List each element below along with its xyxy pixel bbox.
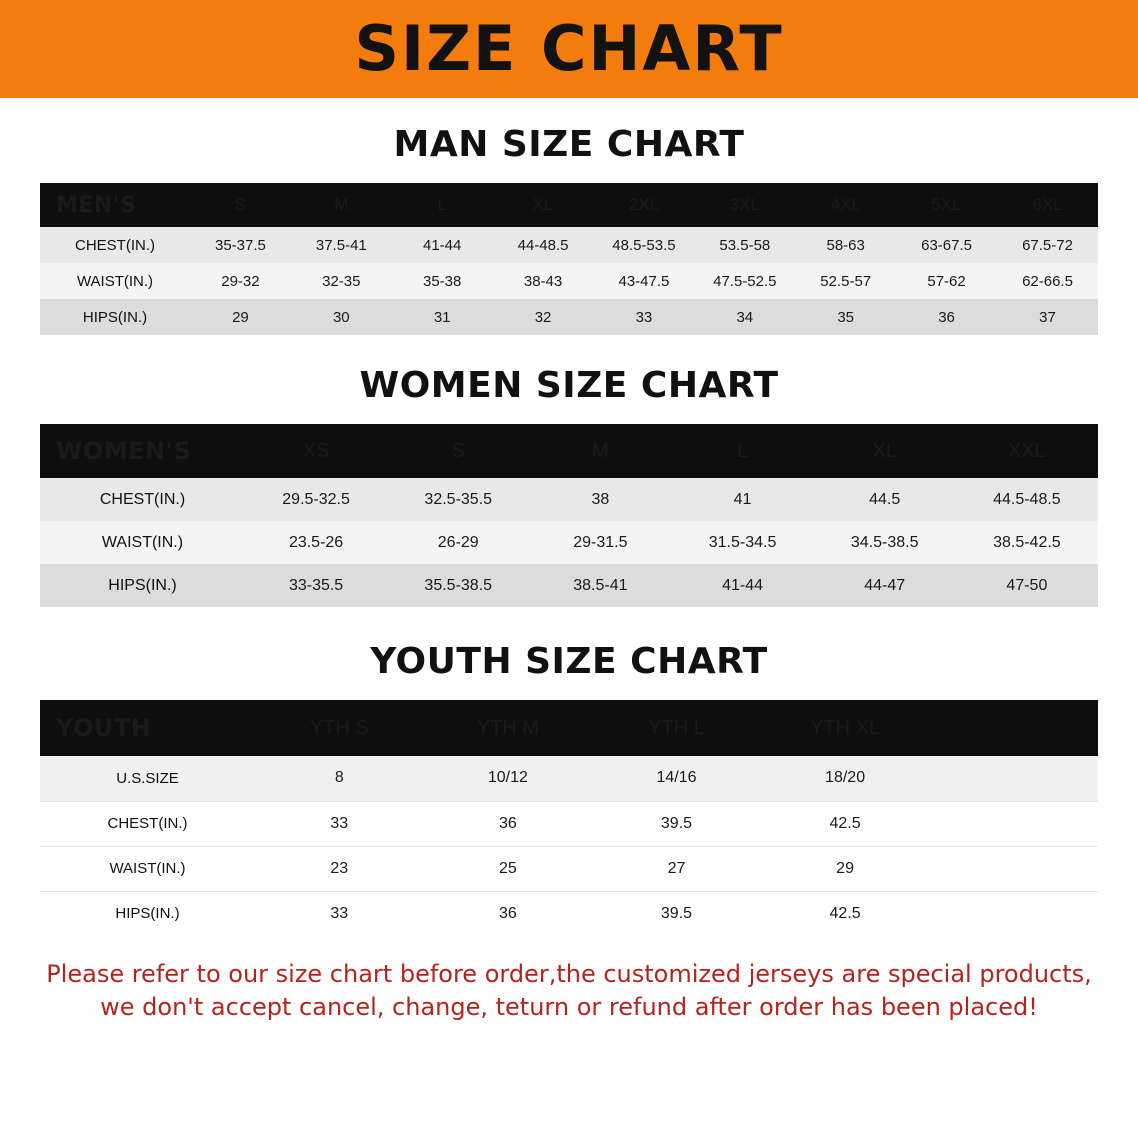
women-row-0-cell-0: 29.5-32.5 — [282, 490, 350, 508]
youth-table-wrap — [0, 700, 1138, 936]
man-row-2-label: HIPS(IN.) — [82, 308, 148, 326]
women-row-2-cell-1: 35.5-38.5 — [424, 576, 493, 594]
man-row-1-cell-6: 52.5-57 — [820, 272, 872, 290]
youth-header-spacer — [929, 700, 1098, 756]
man-row-2-cell-4: 33 — [635, 308, 653, 326]
man-row-2-cell-8: 37 — [1039, 308, 1056, 326]
women-size-header-0: XS — [302, 439, 330, 462]
man-table-wrap — [0, 183, 1138, 335]
women-section-heading: WOMEN SIZE CHART — [359, 365, 779, 406]
youth-row-2-spacer — [929, 846, 1098, 891]
man-row-1-label: WAIST(IN.) — [76, 272, 154, 290]
man-row-2-cell-2: 31 — [433, 308, 451, 326]
disclaimer-line-2: we don't accept cancel, change, teturn or refund after order has been placed! — [100, 993, 1038, 1022]
women-row-1-cell-3: 31.5-34.5 — [708, 533, 777, 551]
man-size-table — [40, 183, 1098, 335]
page-title: SIZE CHART — [354, 12, 784, 85]
women-row-0-cell-2: 38 — [591, 490, 610, 508]
youth-table-header-row — [40, 700, 1098, 756]
women-row-1-cell-5: 38.5-42.5 — [993, 533, 1061, 551]
youth-row-2-cell-0: 23 — [255, 846, 424, 891]
youth-row-2-label: WAIST(IN.) — [40, 846, 255, 891]
man-row-0-cell-7: 63-67.5 — [921, 236, 972, 254]
women-row-1-cell-2: 29-31.5 — [573, 533, 628, 551]
man-size-header-5: 3XL — [729, 195, 760, 214]
table-row — [40, 263, 1098, 299]
women-row-0-cell-5: 44.5-48.5 — [993, 490, 1061, 508]
youth-size-header-3: YTH XL — [810, 716, 881, 739]
youth-row-1-cell-3: 42.5 — [761, 801, 930, 846]
man-row-0-cell-1: 37.5-41 — [315, 236, 367, 254]
youth-row-3-cell-3: 42.5 — [761, 891, 930, 936]
youth-row-0-cell-0: 8 — [255, 756, 424, 801]
youth-row-3-label: HIPS(IN.) — [40, 891, 255, 936]
man-row-2-cell-1: 30 — [332, 308, 350, 326]
youth-row-1-spacer — [929, 801, 1098, 846]
man-size-header-4: 2XL — [628, 195, 660, 214]
disclaimer-note — [34, 958, 1104, 1024]
women-size-table — [40, 424, 1098, 607]
women-size-header-2: M — [592, 439, 609, 462]
man-row-2-cell-6: 35 — [837, 308, 855, 326]
man-row-0-label: CHEST(IN.) — [75, 236, 155, 254]
youth-row-2-cell-3: 29 — [761, 846, 930, 891]
man-row-1-cell-4: 43-47.5 — [618, 272, 670, 290]
youth-row-3-spacer — [929, 891, 1098, 936]
man-row-0-cell-6: 58-63 — [826, 236, 865, 254]
man-row-0-cell-2: 41-44 — [423, 236, 462, 254]
man-row-0-cell-4: 48.5-53.5 — [612, 236, 676, 254]
man-size-header-3: XL — [532, 195, 554, 214]
youth-row-3-cell-2: 39.5 — [592, 891, 761, 936]
women-row-0-label: CHEST(IN.) — [99, 490, 186, 508]
women-row-1-cell-1: 26-29 — [437, 533, 479, 551]
women-size-header-4: XL — [872, 439, 897, 462]
women-header-label: WOMEN'S — [56, 437, 192, 465]
man-size-header-6: 4XL — [830, 195, 861, 214]
man-row-2-cell-3: 32 — [534, 308, 552, 326]
table-row — [40, 756, 1098, 801]
youth-section-heading: YOUTH SIZE CHART — [370, 641, 768, 682]
man-row-1-cell-1: 32-35 — [322, 272, 361, 290]
man-section-heading: MAN SIZE CHART — [393, 124, 745, 165]
women-size-header-3: L — [736, 439, 749, 462]
disclaimer-line-1: Please refer to our size chart before order,the customized jerseys are special products, — [46, 960, 1092, 988]
women-row-2-label: HIPS(IN.) — [108, 576, 177, 594]
man-size-header-2: L — [437, 195, 447, 214]
table-row — [40, 891, 1098, 936]
youth-header-label: YOUTH — [56, 714, 152, 742]
women-row-2-cell-5: 47-50 — [1006, 576, 1048, 594]
youth-row-3-cell-1: 36 — [424, 891, 593, 936]
youth-row-0-label: U.S.SIZE — [40, 756, 255, 801]
table-row — [40, 846, 1098, 891]
man-size-header-0: S — [234, 195, 247, 214]
youth-row-0-cell-3: 18/20 — [761, 756, 930, 801]
women-size-header-1: S — [451, 439, 465, 462]
youth-row-0-cell-2: 14/16 — [592, 756, 761, 801]
youth-size-header-0: YTH S — [309, 716, 369, 739]
man-row-2-cell-5: 34 — [736, 308, 754, 326]
women-size-header-5: XXL — [1007, 439, 1046, 462]
youth-size-header-1: YTH M — [476, 716, 539, 739]
youth-row-0-spacer — [929, 756, 1098, 801]
youth-size-header-2: YTH L — [648, 716, 705, 739]
table-row — [40, 299, 1098, 335]
women-row-1-cell-0: 23.5-26 — [288, 533, 344, 551]
header-banner — [0, 0, 1138, 98]
women-row-2-cell-2: 38.5-41 — [573, 576, 628, 594]
man-row-1-cell-5: 47.5-52.5 — [713, 272, 777, 290]
youth-row-1-cell-1: 36 — [424, 801, 593, 846]
youth-row-1-cell-2: 39.5 — [592, 801, 761, 846]
man-row-1-cell-8: 62-66.5 — [1022, 272, 1073, 290]
women-row-0-cell-4: 44.5 — [869, 490, 901, 508]
man-row-0-cell-3: 44-48.5 — [517, 236, 569, 254]
man-size-header-7: 5XL — [931, 195, 962, 214]
man-row-1-cell-2: 35-38 — [423, 272, 462, 290]
table-row — [40, 521, 1098, 564]
youth-size-table — [40, 700, 1098, 936]
man-row-0-cell-8: 67.5-72 — [1022, 236, 1073, 254]
man-row-2-cell-7: 36 — [938, 308, 955, 326]
women-table-header-row — [40, 424, 1098, 478]
man-row-1-cell-3: 38-43 — [523, 272, 563, 290]
youth-row-2-cell-2: 27 — [592, 846, 761, 891]
man-row-2-cell-0: 29 — [232, 308, 249, 326]
table-row — [40, 227, 1098, 263]
man-table-header-row — [40, 183, 1098, 227]
women-row-1-cell-4: 34.5-38.5 — [850, 533, 919, 551]
youth-row-2-cell-1: 25 — [424, 846, 593, 891]
man-row-1-cell-0: 29-32 — [221, 272, 260, 290]
table-row — [40, 801, 1098, 846]
youth-row-1-label: CHEST(IN.) — [40, 801, 255, 846]
man-size-header-1: M — [334, 195, 349, 214]
man-size-header-8: 6XL — [1032, 195, 1063, 214]
women-row-0-cell-3: 41 — [733, 490, 752, 508]
youth-row-1-cell-0: 33 — [255, 801, 424, 846]
man-row-0-cell-0: 35-37.5 — [215, 236, 266, 254]
women-row-0-cell-1: 32.5-35.5 — [424, 490, 493, 508]
youth-row-0-cell-1: 10/12 — [424, 756, 593, 801]
man-row-0-cell-5: 53.5-58 — [719, 236, 771, 254]
youth-row-3-cell-0: 33 — [255, 891, 424, 936]
women-row-1-label: WAIST(IN.) — [101, 533, 184, 551]
women-row-2-cell-3: 41-44 — [722, 576, 763, 594]
women-table-wrap — [0, 424, 1138, 607]
women-row-2-cell-0: 33-35.5 — [288, 576, 344, 594]
women-row-2-cell-4: 44-47 — [864, 576, 906, 594]
man-header-label: MEN'S — [56, 192, 137, 218]
table-row — [40, 478, 1098, 521]
table-row — [40, 564, 1098, 607]
man-row-1-cell-7: 57-62 — [927, 272, 966, 290]
